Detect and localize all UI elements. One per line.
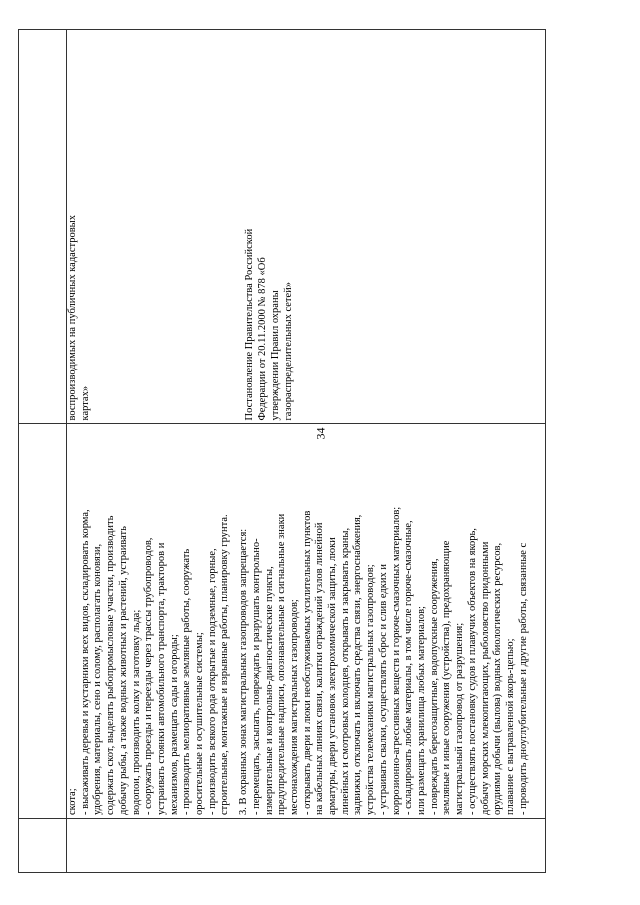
rule-line: земляные и иные сооружения (устройства), предохраняющие — [441, 540, 453, 815]
rule-line: удобрения, материалы, сено и солому, располагать коновязи, — [92, 543, 104, 815]
rule-line: - проводить дноуглубительные и другие работы, связанные с — [517, 542, 529, 815]
rule-line: скота; — [67, 788, 78, 815]
reference-line: утверждении Правил охраны — [269, 290, 281, 421]
empty-number-cell — [67, 819, 546, 873]
rule-line: местонахождения магистральных газопроводов; — [288, 599, 300, 815]
rule-line: измерительные и контрольно-диагностические пункты, — [263, 566, 275, 815]
rule-line: строительные, монтажные и взрывные работы, планировку грунта. — [219, 514, 231, 815]
empty-header-cell — [19, 424, 67, 819]
rules-table — [18, 29, 546, 873]
rule-line: - осуществлять постановку судов и плавучих объектов на якорь, — [466, 528, 478, 815]
rule-line: содержать скот, выделять рыбопромысловые участки, производить — [105, 515, 117, 815]
rule-line: плавание с вытравленной якорь-цепью; — [504, 638, 516, 815]
rule-line: добычу рыбы, а также водных животных и растений, устраивать — [117, 526, 129, 815]
page-number: 34 — [313, 427, 328, 440]
rule-line: - складировать любые материалы, в том числе горюче-смазочные, — [403, 520, 415, 815]
reference-line: картах» — [79, 385, 91, 421]
rule-line: водопои, производить колку и заготовку льда; — [130, 609, 142, 815]
empty-corner-cell — [19, 819, 67, 873]
rule-line: предупредительные надписи, опознавательные и сигнальные знаки — [276, 513, 288, 815]
rule-line: - производить всякого рода открытые и подземные, горные, — [206, 548, 218, 815]
rule-line: - производить мелиоративные земляные работы, сооружать — [181, 548, 193, 815]
rule-line: механизмов, размещать сады и огороды; — [168, 634, 180, 815]
rule-line: магистральный газопровод от разрушения; — [454, 622, 466, 815]
rule-line: линейных и смотровых колодцев, открывать и закрывать краны, — [339, 527, 351, 815]
rule-line: - открывать двери и люки необслуживаемых усилительных пунктов — [301, 510, 313, 815]
empty-header-cell-right — [19, 30, 67, 425]
rule-line: коррозионно-агрессивных веществ и горюче-смазочных материалов; — [390, 506, 402, 815]
reference-line: газораспределительных сетей» — [282, 281, 294, 421]
rule-line: арматуры, двери установок электрохимической защиты, люки — [327, 537, 339, 815]
rule-line: - перемещать, засыпать, повреждать и разрушать контрольно- — [250, 538, 262, 815]
rule-line: на кабельных линиях связи, калитки ограждений узлов линейной — [314, 522, 326, 815]
rule-line: задвижки, отключать и включать средства связи, энергоснабжения, — [352, 514, 364, 815]
rule-line: устраивать стоянки автомобильного транспорта, тракторов и — [155, 542, 167, 815]
reference-gap — [92, 33, 244, 421]
rule-line: устройства телемеханики магистральных газопроводов; — [365, 564, 377, 815]
rule-line: - высаживать деревья и кустарники всех видов, складировать корма, — [79, 509, 91, 815]
table-content-row — [67, 30, 546, 873]
reference-line: Федерации от 20.11.2000 № 878 «Об — [257, 257, 269, 421]
rule-line: орудиями добычи (вылова) водных биологических ресурсов, — [492, 542, 504, 815]
rule-line: - повреждать берегозащитные, водопускные сооружения, — [428, 558, 440, 815]
reference-line: воспроизводимых на публичных кадастровых — [67, 215, 78, 421]
table-top-row — [19, 30, 67, 873]
restrictions-cell — [67, 424, 546, 819]
rule-line: - сооружать проезды и переезды через трассы трубопроводов, — [143, 537, 155, 815]
rule-line: 3. В охранных зонах магистральных газопроводов запрещается: — [238, 528, 250, 815]
rule-line: добычу морских млекопитающих, рыболовство придонными — [479, 541, 491, 815]
reference-line: Постановление Правительства Российской — [244, 228, 256, 421]
protection-zone-table — [18, 29, 546, 873]
rule-line: или размещать хранилища любых материалов; — [415, 606, 427, 815]
rule-line: - устраивать свалки, осуществлять сброс и слив едких и — [377, 564, 389, 815]
rule-line: оросительные и осушительные системы; — [194, 632, 206, 815]
legal-reference-cell — [67, 30, 546, 425]
